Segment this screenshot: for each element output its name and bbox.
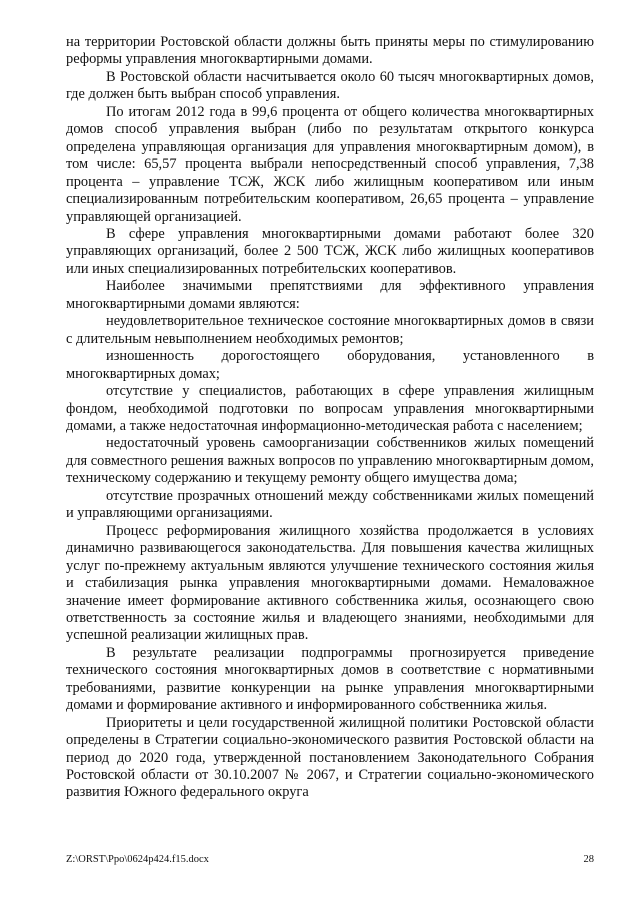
document-body	[66, 34, 594, 802]
page-footer	[66, 854, 594, 865]
paragraph: По итогам 2012 года в 99,6 процента от общего количества многоквартирных домов способ управления выбран (либо по результатам открытого конкурса определена управляющая организация для управления многоквартирным домом), в том числе: 65,57 процента выбрали непосредственный способ управления, 7,38 процента – управление ТСЖ, ЖСК либо жилищным кооперативом или иным специализированным потребительским кооперативом, 26,65 процента – управление управляющей организацией.	[66, 103, 594, 225]
list-paragraph: изношенность дорогостоящего оборудования, установленного в многоквартирных домах;	[66, 348, 594, 382]
list-paragraph: отсутствие прозрачных отношений между собственниками жилых помещений и управляющими организациями.	[66, 487, 594, 522]
paragraph: В Ростовской области насчитывается около 60 тысяч многоквартирных домов, где должен быть выбран способ управления.	[66, 68, 594, 103]
paragraph: Приоритеты и цели государственной жилищной политики Ростовской области определены в Стратегии социально-экономического развития Ростовской области на период до 2020 года, утвержденной постановлением Законодательного Собрания Ростовской области от 30.10.2007 № 2067, и Стратегии социально-экономического развития Южного федерального округа	[66, 714, 594, 801]
list-paragraph: недостаточный уровень самоорганизации собственников жилых помещений для совместного решения важных вопросов по управлению многоквартирным домом, техническому содержанию и текущему ремонту общего имущества дома;	[66, 435, 594, 487]
paragraph-continuation: на территории Ростовской области должны быть приняты меры по стимулированию реформы управления многоквартирными домами.	[66, 34, 594, 68]
page-number: 28	[583, 854, 594, 865]
paragraph: В результате реализации подпрограммы прогнозируется приведение технического состояния многоквартирных домов в соответствие с нормативными требованиями, развитие конкуренции на рынке управления многоквартирными домами и формирование активного и информированного собственника жилья.	[66, 644, 594, 714]
list-paragraph: отсутствие у специалистов, работающих в сфере управления жилищным фондом, необходимой подготовки по вопросам управления многоквартирными домами, а также недостаточная информационно-методическая работа с населением;	[66, 383, 594, 434]
paragraph: Процесс реформирования жилищного хозяйства продолжается в условиях динамично развивающегося законодательства. Для повышения качества жилищных услуг по-прежнему актуальным являются улучшение технического состояния жилья и стабилизация рынка управления многоквартирными домами. Немаловажное значение имеет формирование активного собственника жилья, осознающего свою ответственность за состояние жилья и владеющего знаниями, необходимыми для успешной реализации жилищных прав.	[66, 522, 594, 644]
file-path: Z:\ORST\Ppo\0624p424.f15.docx	[66, 854, 209, 865]
paragraph: Наиболее значимыми препятствиями для эффективного управления многоквартирными домами являются:	[66, 278, 594, 312]
list-paragraph: неудовлетворительное техническое состояние многоквартирных домов в связи с длительным невыполнением необходимых ремонтов;	[66, 313, 594, 347]
paragraph: В сфере управления многоквартирными домами работают более 320 управляющих организаций, более 2 500 ТСЖ, ЖСК либо жилищных кооперативов или иных специализированных потребительских кооперативов.	[66, 225, 594, 277]
